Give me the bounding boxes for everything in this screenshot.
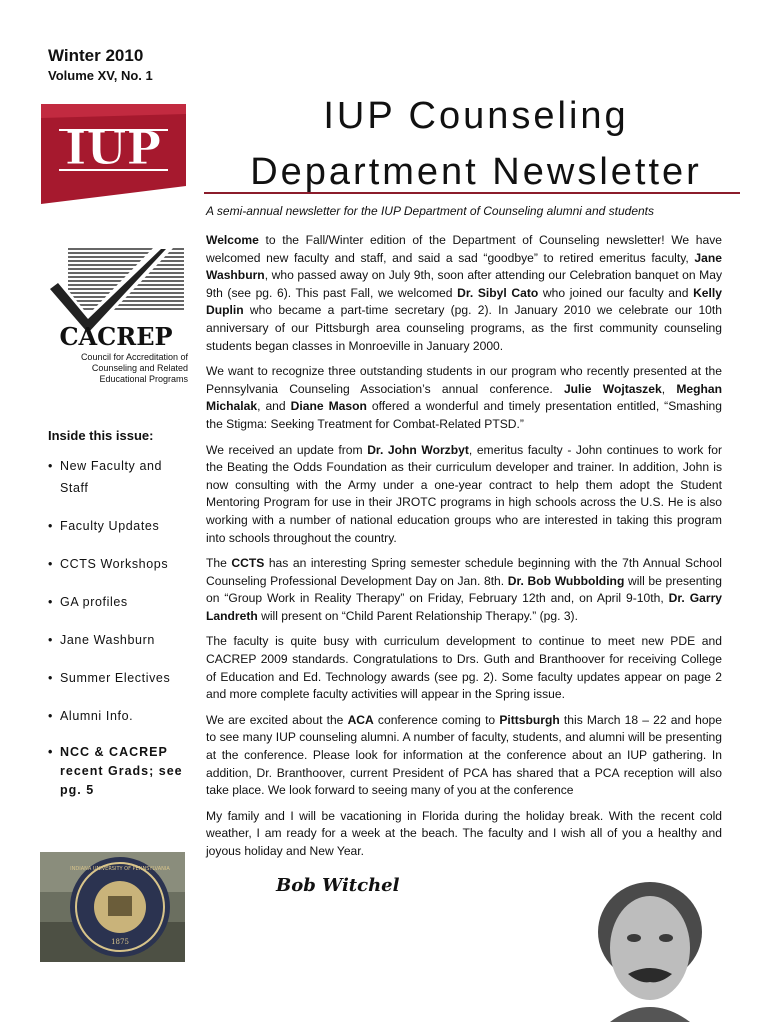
title-line-2: Department Newsletter [250, 151, 702, 193]
paragraph-faculty: The faculty is quite busy with curriculum development to continue to meet new PDE and CACREP 2009 standards. Congratulations to Drs. Guth and Branthoover for receiving College of Education and Ed. Technology awards (see pg. 2). Some faculty updates appear on page 2 and more complete faculty activities will appear in the Spring issue. [206, 634, 722, 702]
university-seal-image [40, 852, 185, 962]
bold-text: Dr. Garry Landreth [206, 591, 723, 623]
newsletter-title [206, 88, 746, 200]
toc-item: • Summer Electives [48, 667, 188, 689]
body-text: this March 18 – 22 and hope to see many IUP counseling alumni. A number of faculty, students, and alumni will be presenting at the conference. Please look for information at the conference about an IUP gathering. In addition, Dr. Branthoover, current President of PCA has shared that a PCA reception will also take place. We look forward to seeing many of you at the conference [206, 712, 722, 798]
inside-issue-heading: Inside this issue: [48, 428, 154, 443]
iup-logo-text: IUP [64, 121, 162, 175]
toc-item: • CCTS Workshops [48, 553, 188, 575]
signature: Bob Witchel [276, 875, 400, 896]
bold-text: Diane Mason [290, 399, 367, 414]
cacrep-line-1: Council for Accreditation of [80, 352, 188, 362]
body-text: will present on “Child Parent Relationship Therapy.” (pg. 3). [257, 608, 578, 623]
letter-body [206, 232, 722, 869]
body-text: conference coming to [373, 712, 500, 727]
seal-year: 1875 [111, 938, 129, 946]
bold-text: Welcome [206, 233, 259, 247]
body-text: who became a part-time secretary (pg. 2). In January 2010 we celebrate our 10th anniversary of our Pittsburgh area counseling programs, as the first community counseling students began classes in Monroeville in January 2000. [206, 303, 722, 353]
title-divider [204, 192, 740, 194]
paragraph-closing: My family and I will be vacationing in Florida during the holiday break. With the recent cold weather, I am ready for a week at the beach. The faculty and I wish all of you a healthy and joyous holiday and New Year. [206, 808, 722, 858]
body-text: will be presenting on “Group Work in Reality Therapy” on Friday, February 12th and, on April 9-10th, [206, 573, 722, 606]
seal-text: INDIANA UNIVERSITY OF PENNSYLVANIA [70, 866, 170, 872]
newsletter-subtitle: A semi-annual newsletter for the IUP Department of Counseling alumni and students [206, 204, 655, 218]
body-text: , who passed away on July 9th, soon after attending our Celebration banquet on May 9th (see pg. 6). This past Fall, we welcomed [206, 268, 722, 300]
cacrep-acronym: CACREP [59, 322, 173, 351]
body-text: We want to recognize three outstanding students in our program who recently presented at the Pennsylvania Counseling Association’s annual conference. [206, 364, 722, 396]
title-line-1: IUP Counseling [323, 95, 629, 137]
toc-item: • New Faculty and Staff [48, 455, 188, 499]
paragraph-aca [206, 712, 722, 800]
body-text: , and [257, 399, 291, 414]
bold-text: Pittsburgh [499, 712, 560, 727]
body-text: , [661, 381, 677, 396]
issue-volume: Volume XV, No. 1 [48, 68, 153, 83]
body-text: to the Fall/Winter edition of the Department of Counseling newsletter! We have welcomed new faculty and staff, and said a sad “goodbye” to retired emeritus faculty, [206, 233, 722, 265]
bold-text: Jane Washburn [206, 250, 722, 283]
toc-item: • Jane Washburn [48, 629, 188, 651]
toc-item: • GA profiles [48, 591, 188, 613]
body-text: who joined our faculty and [538, 285, 694, 300]
body-text: has an interesting Spring semester schedule beginning with the 7th Annual School Counseling Professional Development Day on Jan. 8th. [206, 556, 722, 588]
author-photo [570, 862, 730, 1022]
bold-text: Dr. Sibyl Cato [457, 285, 539, 300]
toc-item: • Alumni Info. [48, 705, 188, 727]
paragraph-welcome [206, 232, 722, 355]
bold-text: Kelly Duplin [206, 285, 722, 318]
body-text: We are excited about the [206, 712, 348, 727]
paragraph-students [206, 363, 722, 433]
paragraph-worzbyt [206, 442, 722, 548]
body-text: The [206, 556, 232, 571]
body-text: offered a wonderful and timely presentation entitled, “Smashing the Stigma: Seeking Treatment for Combat-Related PTSD.” [206, 399, 722, 431]
bold-text: Meghan Michalak [206, 381, 723, 414]
toc-item: • Faculty Updates [48, 515, 188, 537]
iup-logo [41, 104, 186, 204]
bold-text: ACA [347, 712, 374, 727]
bold-text: Dr. John Worzbyt [367, 442, 469, 457]
paragraph-ccts [206, 555, 722, 625]
bold-text: Julie Wojtaszek [563, 381, 662, 396]
bold-text: Dr. Bob Wubbolding [507, 573, 625, 588]
cacrep-full-name [48, 352, 188, 385]
toc-item: • NCC & CACREP recent Grads; see pg. 5 [48, 743, 188, 800]
issue-season: Winter 2010 [48, 46, 144, 65]
inside-issue-list [48, 455, 188, 816]
cacrep-line-3: Educational Programs [99, 374, 188, 384]
cacrep-line-2: Counseling and Related [91, 363, 188, 373]
body-text: We received an update from [206, 442, 368, 457]
body-text: , emeritus faculty - John continues to work for the Beating the Odds Foundation as their curriculum developer and trainer. In addition, John is now consulting with the Army under a one-year contract to help them adopt the Student Mentoring Program for use in their JROTC programs in high schools across the U.S. He is also working with a number of national education groups who are interested in taking this program into schools throughout the country. [206, 442, 722, 545]
bold-text: CCTS [231, 556, 265, 571]
